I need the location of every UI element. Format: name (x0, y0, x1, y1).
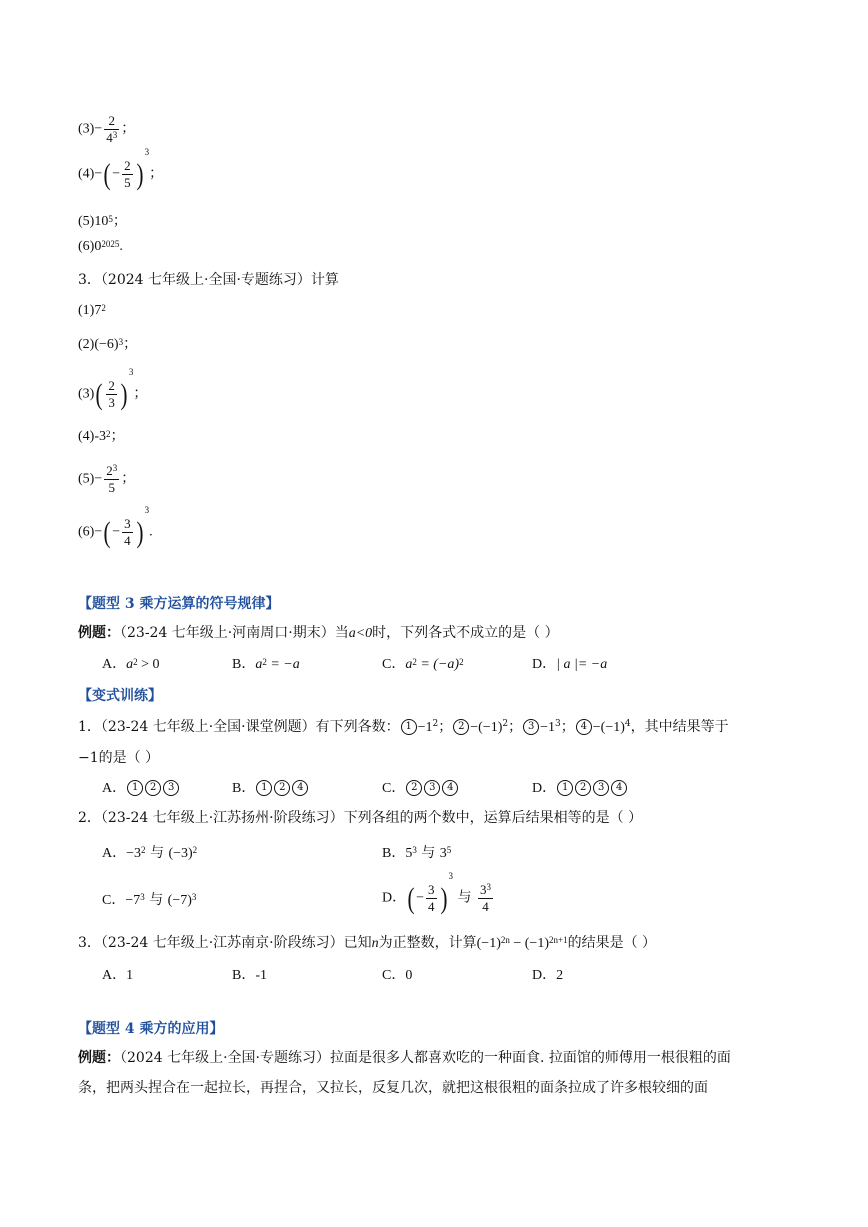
v2-option-d: D．( − $\frac{3}{4}$ )$^3$ 与 $\frac{3^3}{4}$ (382, 871, 491, 915)
v3-option-a: A．1 (102, 968, 134, 983)
v2-option-b: B．$5^3$ 与 $3^5$ (382, 845, 452, 861)
type4-example-line2: 条，把两头捏合在一起拉长，再捏合，又拉长，反复几次，就把这根很粗的面条拉成了许多根较细的面 (78, 1080, 708, 1096)
type3-option-d: D．| a |= −a (532, 657, 608, 672)
question-source: （2024 七年级上·全国·专题练习） (100, 272, 311, 288)
circled-number: 4 (576, 719, 592, 735)
v1-option-c: C． 2 3 4 (382, 778, 459, 799)
separator: ； (121, 121, 136, 137)
item-2-6: $(6)0^{2025}$. (78, 239, 123, 254)
type3-example: 例题：（23-24 七年级上·河南周口·期末）当a<0时，下列各式不成立的是（ ） (78, 625, 559, 641)
numerator: 2 (104, 113, 119, 130)
fraction (104, 113, 119, 146)
circled-number: 1 (401, 719, 417, 735)
denominator: $4^3$ (106, 130, 118, 145)
variant-question-2: 2．（23-24 七年级上·江苏扬州·阶段练习）下列各组的两个数中，运算后结果相等的是（ ） (78, 810, 643, 826)
q3-item-1: $(1)7^2$ (78, 303, 106, 318)
question-3: 3．（2024 七年级上·全国·专题练习）计算 (78, 272, 339, 288)
v1-option-a: A． 1 2 3 (102, 778, 180, 799)
item-label: (4) (78, 166, 95, 182)
variant-question-3: 3．（23-24 七年级上·江苏南京·阶段练习）已知n为正整数，计算$(-1)^{2n} - (-1)^{2n+1}$的结果是（ ） (78, 935, 657, 951)
v3-option-b: B．-1 (232, 968, 267, 983)
q3-item-4: $(4)-3^2$； (78, 429, 125, 444)
type4-example-line1: 例题：（2024 七年级上·全国·专题练习）拉面是很多人都喜欢吃的一种面食. 拉面馆的师傅用一根很粗的面 (78, 1050, 731, 1066)
q3-item-5: (5)− $\frac{2^3}{5}$ ； (78, 463, 136, 495)
item-2-4: (4)−( − $\frac{2}{5}$ )$^3$； (78, 147, 164, 191)
v1-option-b: B． 1 2 4 (232, 778, 309, 799)
v2-option-c: C．$-7^3$ 与 $(-7)^3$ (102, 892, 197, 908)
section-header-type4: 【题型 4 乘方的应用】 (78, 1021, 224, 1037)
v2-option-a: A．$-3^2$ 与 $(-3)^2$ (102, 845, 198, 861)
item-2-5: $(5)10^5$； (78, 214, 127, 229)
item-label: (3) (78, 121, 95, 137)
circled-number: 3 (523, 719, 539, 735)
v3-option-d: D．2 (532, 968, 564, 983)
q3-item-2: $(2)(-6)^3$； (78, 337, 138, 352)
type3-option-c: C．$a^2 = (-a)^2$ (382, 657, 464, 672)
q3-item-6: (6)−( − $\frac{3}{4}$ )$^3$. (78, 505, 153, 549)
item-2-3: (3)− $\frac{2}{4^3}$ ； (78, 113, 136, 145)
circled-number: 2 (453, 719, 469, 735)
fraction: $\frac{2}{5}$ (124, 158, 131, 190)
variant-question-1: 1．（23-24 七年级上·全国·课堂例题）有下列各数： $1 -1^2$； $2 -(-1)^2$； $3 -1^3$； $4 -(-1)^4$，其中结果等于 (78, 719, 729, 735)
v3-option-c: C．0 (382, 968, 413, 983)
type3-option-b: B．$a^2 = -a$ (232, 657, 300, 672)
v1-option-d: D． 1 2 3 4 (532, 778, 628, 799)
section-header-type3: 【题型 3 乘方运算的符号规律】 (78, 596, 280, 612)
variant-question-1-line2: −1的是（ ） (78, 750, 160, 766)
type3-option-a: A．$a^2 > 0$ (102, 657, 160, 672)
q3-item-3: (3)( $\frac{2}{3}$ )$^3$； (78, 367, 148, 411)
variant-training-header: 【变式训练】 (78, 688, 162, 704)
